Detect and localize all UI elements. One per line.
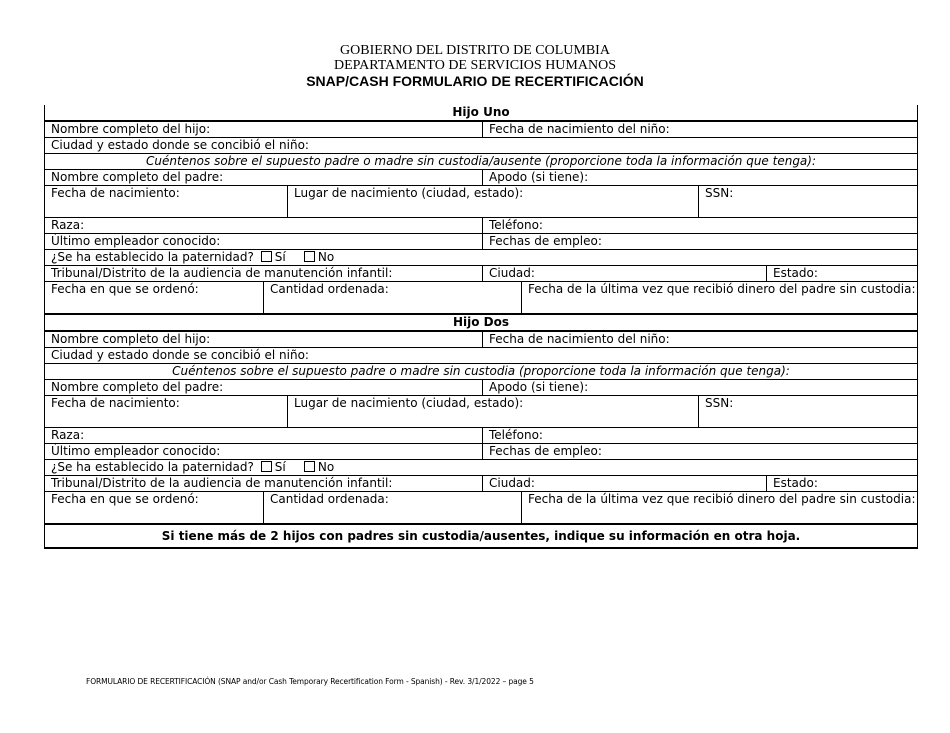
child1-parent-name-field[interactable]: Nombre completo del padre: bbox=[45, 170, 483, 186]
child2-city-field[interactable]: Ciudad: bbox=[483, 476, 767, 492]
child1-instruction: Cuéntenos sobre el supuesto padre o madre sin custodia/ausente (proporcione toda la información que tenga): bbox=[45, 154, 918, 170]
child2-employment-dates-field[interactable]: Fechas de empleo: bbox=[483, 444, 918, 460]
department-name: DEPARTAMENTO DE SERVICIOS HUMANOS bbox=[333, 58, 616, 73]
child2-employer-field[interactable]: Último empleador conocido: bbox=[45, 444, 483, 460]
child1-birthplace-field[interactable]: Lugar de nacimiento (ciudad, estado): bbox=[288, 186, 699, 218]
child1-paternity-yes-checkbox[interactable] bbox=[261, 251, 272, 262]
child2-birthplace-field[interactable]: Lugar de nacimiento (ciudad, estado): bbox=[288, 396, 699, 428]
child1-employment-dates-field[interactable]: Fechas de empleo: bbox=[483, 234, 918, 250]
child1-paternity-no-checkbox[interactable] bbox=[304, 251, 315, 262]
child2-instruction: Cuéntenos sobre el supuesto padre o madre sin custodia (proporcione toda la información que tenga): bbox=[45, 364, 918, 380]
recertification-table bbox=[44, 105, 918, 549]
child2-paternity-row bbox=[45, 460, 918, 476]
section-title-child-two: Hijo Dos bbox=[45, 314, 918, 331]
child1-dob-field[interactable]: Fecha de nacimiento del niño: bbox=[483, 121, 918, 138]
child1-paternity-row bbox=[45, 250, 918, 266]
child2-state-field[interactable]: Estado: bbox=[767, 476, 918, 492]
page-footer: FORMULARIO DE RECERTIFICACIÓN (SNAP and/or Cash Temporary Recertification Form - Spanish) - Rev. 3/1/2022 – page 5 bbox=[86, 677, 534, 686]
child1-city-field[interactable]: Ciudad: bbox=[483, 266, 767, 282]
child2-parent-name-field[interactable]: Nombre completo del padre: bbox=[45, 380, 483, 396]
child2-conceived-field[interactable]: Ciudad y estado donde se concibió el niño: bbox=[45, 348, 918, 364]
child2-paternity-yes-label: Sí bbox=[274, 460, 286, 474]
child1-court-field[interactable]: Tribunal/Distrito de la audiencia de manutención infantil: bbox=[45, 266, 483, 282]
child1-order-date-field[interactable]: Fecha en que se ordenó: bbox=[45, 282, 264, 315]
child1-employer-field[interactable]: Último empleador conocido: bbox=[45, 234, 483, 250]
child1-last-payment-field[interactable]: Fecha de la última vez que recibió dinero del padre sin custodia: bbox=[522, 282, 918, 315]
child2-paternity-no-label: No bbox=[317, 460, 335, 474]
child2-paternity-no-checkbox[interactable] bbox=[304, 461, 315, 472]
child2-name-field[interactable]: Nombre completo del hijo: bbox=[45, 331, 483, 348]
child2-paternity-yes-checkbox[interactable] bbox=[261, 461, 272, 472]
government-name: GOBIERNO DEL DISTRITO DE COLUMBIA bbox=[340, 43, 610, 58]
child2-last-payment-field[interactable]: Fecha de la última vez que recibió dinero del padre sin custodia: bbox=[522, 492, 918, 525]
child2-dob-field[interactable]: Fecha de nacimiento del niño: bbox=[483, 331, 918, 348]
child1-amount-field[interactable]: Cantidad ordenada: bbox=[264, 282, 522, 315]
additional-children-note: Si tiene más de 2 hijos con padres sin custodia/ausentes, indique su información en otra hoja. bbox=[45, 524, 918, 548]
child2-phone-field[interactable]: Teléfono: bbox=[483, 428, 918, 444]
child1-parent-dob-field[interactable]: Fecha de nacimiento: bbox=[45, 186, 288, 218]
child1-paternity-no-label: No bbox=[317, 250, 335, 264]
section-title-child-one: Hijo Uno bbox=[45, 105, 918, 121]
child1-nickname-field[interactable]: Apodo (si tiene): bbox=[483, 170, 918, 186]
child2-order-date-field[interactable]: Fecha en que se ordenó: bbox=[45, 492, 264, 525]
child2-nickname-field[interactable]: Apodo (si tiene): bbox=[483, 380, 918, 396]
child1-conceived-field[interactable]: Ciudad y estado donde se concibió el niño: bbox=[45, 138, 918, 154]
form-header bbox=[0, 43, 950, 90]
form-title: SNAP/CASH FORMULARIO DE RECERTIFICACIÓN bbox=[306, 73, 644, 89]
child1-paternity-question: ¿Se ha establecido la paternidad? bbox=[51, 250, 254, 264]
child2-paternity-question: ¿Se ha establecido la paternidad? bbox=[51, 460, 254, 474]
child2-court-field[interactable]: Tribunal/Distrito de la audiencia de manutención infantil: bbox=[45, 476, 483, 492]
child1-phone-field[interactable]: Teléfono: bbox=[483, 218, 918, 234]
child2-ssn-field[interactable]: SSN: bbox=[699, 396, 918, 428]
child2-amount-field[interactable]: Cantidad ordenada: bbox=[264, 492, 522, 525]
child1-paternity-yes-label: Sí bbox=[274, 250, 286, 264]
child1-name-field[interactable]: Nombre completo del hijo: bbox=[45, 121, 483, 138]
child2-race-field[interactable]: Raza: bbox=[45, 428, 483, 444]
child1-race-field[interactable]: Raza: bbox=[45, 218, 483, 234]
child2-parent-dob-field[interactable]: Fecha de nacimiento: bbox=[45, 396, 288, 428]
child1-ssn-field[interactable]: SSN: bbox=[699, 186, 918, 218]
child1-state-field[interactable]: Estado: bbox=[767, 266, 918, 282]
